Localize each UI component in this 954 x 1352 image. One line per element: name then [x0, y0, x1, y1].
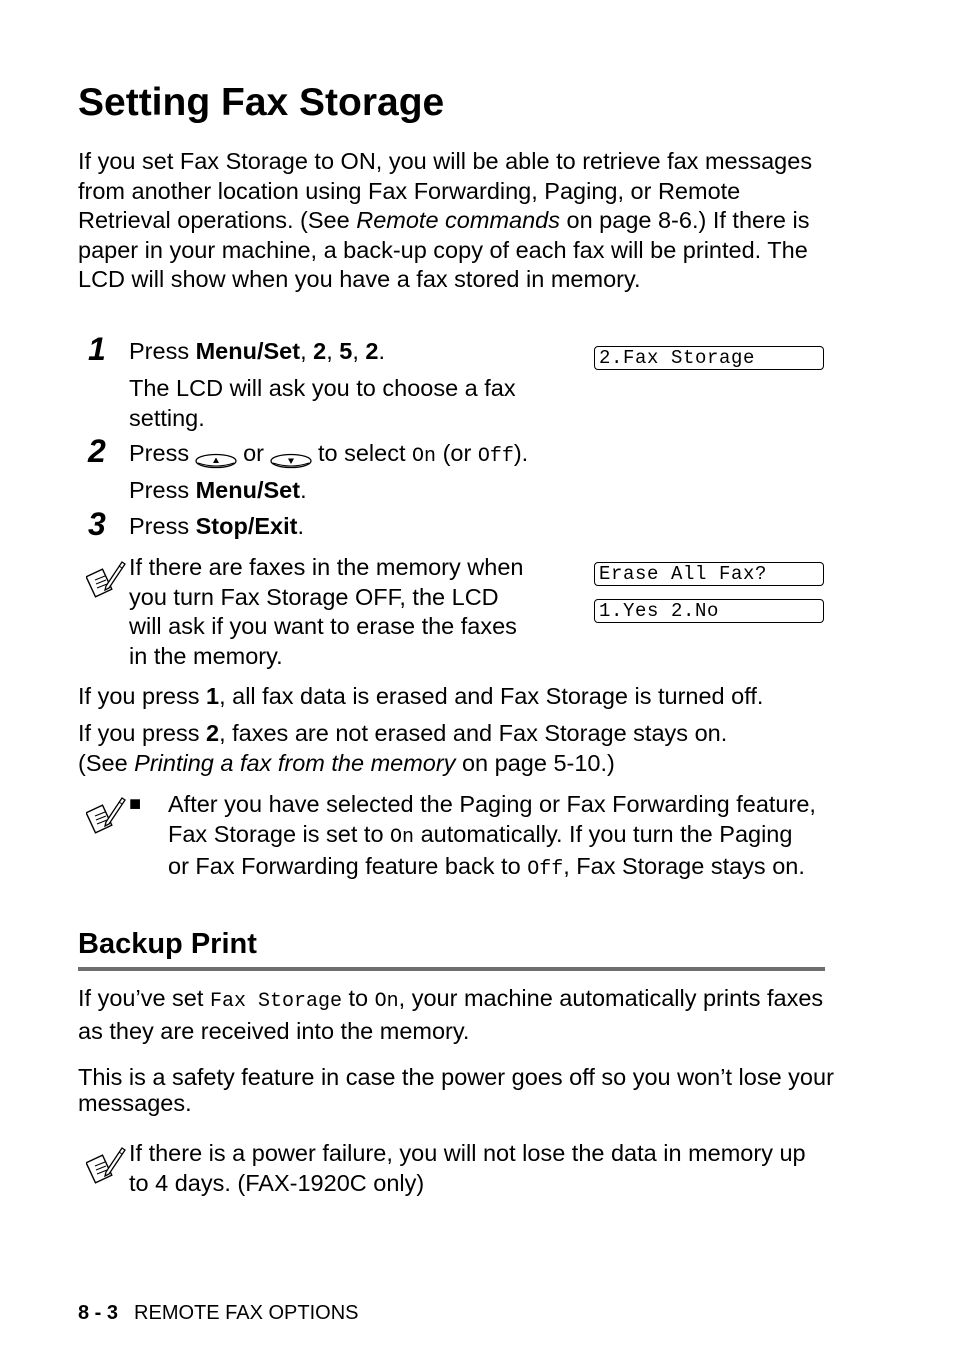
up-arrow-button-icon — [195, 447, 237, 463]
lcd-fax-storage: 2.Fax Storage — [594, 346, 824, 370]
key-2: 2 — [206, 720, 220, 746]
press-2-paragraph — [78, 719, 838, 778]
key-2: 2 — [313, 338, 327, 364]
step-number-3: 3 — [88, 506, 106, 542]
text: , your machine automatically prints faxes as they are received into the memory. — [78, 985, 824, 1044]
key-2: 2 — [365, 338, 379, 364]
fax-storage-value: Fax Storage — [209, 990, 342, 1013]
intro-text-1: If you set Fax Storage to ON, you will be able to retrieve fax messages from another location using Fax Forwarding, Paging, or Remote Retrieval operations. (See — [78, 148, 813, 233]
sep: , — [326, 338, 340, 364]
section-rule — [78, 967, 825, 971]
press-1-paragraph — [78, 682, 763, 712]
or-text: or — [243, 440, 264, 466]
text: If you press — [78, 683, 206, 709]
text: If you’ve set — [78, 985, 210, 1011]
period: . — [378, 338, 386, 364]
chapter-name: REMOTE FAX OPTIONS — [134, 1302, 359, 1324]
on-value: On — [412, 445, 437, 468]
text: , faxes are not erased and Fax Storage stays on. — [219, 720, 728, 746]
page-footer — [78, 1302, 359, 1325]
period: . — [300, 477, 307, 503]
intro-italic-ref: Remote commands — [356, 207, 560, 233]
menu-set-key: Menu/Set — [195, 477, 301, 503]
text: (See — [78, 749, 135, 776]
note-power-failure: If there is a power failure, you will not lose the data in memory up to 4 days. (FAX-1920C only) — [129, 1140, 806, 1196]
text: to — [341, 985, 375, 1011]
to-select-text: to select — [317, 440, 413, 466]
on-value: On — [390, 825, 415, 849]
step-2-instruction — [129, 439, 528, 472]
bullet-square: ■ — [129, 793, 142, 815]
section-heading: Backup Print — [78, 928, 257, 960]
sep: , — [300, 338, 314, 364]
note-pencil-icon — [86, 1144, 126, 1184]
page-title: Setting Fax Storage — [78, 81, 445, 124]
text: After you have selected the Paging or Fax Forwarding feature, Fax Storage is set to — [168, 791, 816, 847]
italic-ref: Printing a fax from the memory — [134, 749, 456, 776]
stop-exit-key: Stop/Exit — [195, 513, 298, 539]
step-number-2: 2 — [88, 433, 106, 469]
note-pencil-icon — [86, 794, 126, 834]
lcd-erase-all-fax: Erase All Fax? — [594, 562, 824, 586]
backup-paragraph-1 — [78, 984, 838, 1046]
page-number: 8 - 3 — [78, 1302, 119, 1324]
off-value: Off — [527, 858, 564, 881]
off-value: Off — [477, 445, 514, 468]
intro-paragraph — [78, 147, 828, 295]
key-5: 5 — [339, 338, 353, 364]
press-text: Press — [129, 477, 196, 503]
period: . — [297, 513, 304, 539]
step-number-1: 1 — [88, 331, 106, 367]
note-paging-forwarding — [168, 790, 818, 885]
text: If you press — [78, 720, 206, 746]
on-value: On — [374, 990, 399, 1013]
backup-paragraph-2: This is a safety feature in case the power goes off so you won’t lose your messages. — [78, 1064, 834, 1116]
intro-text-2: on page 8-6.) If there is paper in your machine, a back-up copy of each fax will be printed. The LCD will show when you have a fax stored in memory. — [78, 207, 810, 292]
step-1-press: Press — [129, 338, 196, 364]
text: on page 5-10.) — [455, 749, 615, 776]
note-pencil-icon — [86, 558, 126, 598]
step-1-detail: The LCD will ask you to choose a fax setting. — [129, 375, 516, 431]
text: , all fax data is erased and Fax Storage is turned off. — [219, 683, 764, 709]
or-paren-text: (or — [436, 440, 478, 466]
note-erase-faxes: If there are faxes in the memory when you turn Fax Storage OFF, the LCD will ask if you want to erase the faxes in the memory. — [129, 554, 524, 669]
sep: , — [352, 338, 366, 364]
press-text: Press — [129, 513, 196, 539]
lcd-yes-no: 1.Yes 2.No — [594, 599, 824, 623]
key-1: 1 — [206, 683, 220, 709]
close-paren: ). — [513, 440, 529, 466]
step-3-instruction — [129, 512, 304, 542]
step-2-press: Press — [129, 440, 190, 466]
menu-set-key: Menu/Set — [195, 338, 301, 364]
step-2-confirm — [129, 476, 307, 506]
down-arrow-button-icon — [270, 447, 312, 463]
text: , Fax Storage stays on. — [563, 853, 805, 879]
text: automatically. If you turn the Paging or Fax Forwarding feature back to — [168, 820, 793, 879]
step-1-instruction — [129, 337, 385, 367]
